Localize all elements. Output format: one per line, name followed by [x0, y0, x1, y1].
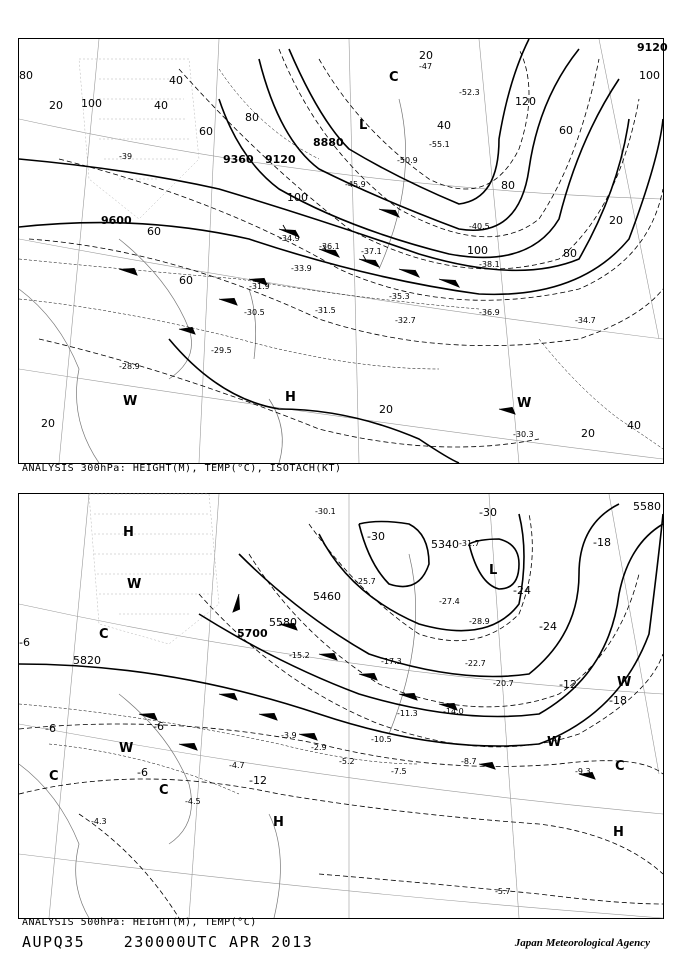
isotach-label: 40 — [627, 419, 641, 432]
map-300hpa-panel — [18, 38, 668, 464]
system-letter-w: W — [123, 394, 138, 409]
system-letter-w: W — [119, 741, 134, 756]
height-label-8880: 8880 — [313, 136, 344, 149]
temp-value: -20.7 — [493, 679, 514, 688]
system-letter-c: C — [49, 769, 59, 784]
temp-label: -55.1 — [429, 140, 450, 149]
height-label-5580-east: 5580 — [633, 500, 661, 513]
system-letter-c: C — [159, 783, 169, 798]
isotherms — [19, 514, 663, 918]
temp-contour-label: -6 — [45, 722, 56, 735]
temp-value: -17.3 — [381, 657, 402, 666]
temp-value: -14.0 — [443, 707, 464, 716]
temp-contour-label: -6 — [19, 636, 30, 649]
temp-value: -25.7 — [355, 577, 376, 586]
temp-label: -38.1 — [479, 260, 500, 269]
height-contours — [19, 504, 663, 746]
temp-label: -33.9 — [291, 264, 312, 273]
coastline-map-icon — [19, 99, 406, 463]
temp-label: -52.3 — [459, 88, 480, 97]
height-label-5700: 5700 — [237, 627, 268, 640]
isotach-label: 60 — [147, 225, 161, 238]
temp-contour-label: -24 — [513, 584, 531, 597]
temp-label: -36.9 — [479, 308, 500, 317]
isotach-label: 80 — [245, 111, 259, 124]
isotach-label: 60 — [199, 125, 213, 138]
temp-value: -5.7 — [495, 887, 511, 896]
isotach-label: 20 — [379, 403, 393, 416]
temp-label: -30.5 — [244, 308, 265, 317]
system-letter-w-east: W — [517, 396, 532, 411]
temp-contour-label: -6 — [153, 720, 164, 733]
footer-product-line — [22, 933, 341, 951]
temp-label: -31.5 — [315, 306, 336, 315]
isotach-label: 20 — [419, 49, 433, 62]
temp-value: -30.1 — [315, 507, 336, 516]
height-label-5460: 5460 — [313, 590, 341, 603]
temp-label: -31.9 — [249, 282, 270, 291]
system-letter-c: C — [615, 759, 625, 774]
system-letter-l: L — [489, 563, 498, 578]
temp-value: -4.5 — [185, 797, 201, 806]
temp-value: -15.2 — [289, 651, 310, 660]
temp-value: -4.7 — [229, 761, 245, 770]
agency-name: Japan Meteorological Agency — [514, 937, 650, 949]
bottom-panel-caption: ANALYSIS 500hPa: HEIGHT(M), TEMP(°C) — [22, 917, 257, 928]
height-label-5580: 5580 — [269, 616, 297, 629]
isotach-label: 20 — [49, 99, 63, 112]
temp-contour-label: -6 — [137, 766, 148, 779]
system-letter-h: H — [285, 390, 296, 405]
temp-label: -45.9 — [345, 180, 366, 189]
temp-label: -30.3 — [513, 430, 534, 439]
temp-label: -32.7 — [395, 316, 416, 325]
isotherms-fine — [19, 704, 419, 794]
land-hatch — [89, 494, 219, 644]
temp-label: -37.1 — [361, 247, 382, 256]
isotach-label: 20 — [41, 417, 55, 430]
isotach-label: 100 — [467, 244, 488, 257]
temp-value: -10.5 — [371, 735, 392, 744]
temp-label: -50.9 — [397, 156, 418, 165]
valid-time: 230000UTC APR 2013 — [123, 933, 314, 951]
temp-label: -47 — [419, 62, 433, 71]
product-code: AUPQ35 — [22, 933, 86, 951]
coastline-map-icon — [19, 554, 416, 918]
temp-label: -36.1 — [319, 242, 340, 251]
isotach-label: 40 — [154, 99, 168, 112]
temp-value: -8.7 — [461, 757, 477, 766]
system-letter-h: H — [273, 815, 284, 830]
isotach-label: 100 — [639, 69, 660, 82]
temp-contour-label: -12 — [559, 678, 577, 691]
isotach-label: 60 — [179, 274, 193, 287]
temp-value: -11.3 — [397, 709, 418, 718]
height-label-5340: 5340 — [431, 538, 459, 551]
isotach-label: 80 — [563, 247, 577, 260]
temp-label: -39 — [119, 152, 133, 161]
height-label-9600: 9600 — [101, 214, 132, 227]
system-letter-l: L — [359, 118, 368, 133]
temp-label: -34.7 — [575, 316, 596, 325]
temp-label: -34.9 — [279, 234, 300, 243]
temp-value: -7.5 — [391, 767, 407, 776]
temp-value: -4.3 — [91, 817, 107, 826]
isotach-label: 100 — [81, 97, 102, 110]
temp-label: -40.5 — [469, 222, 490, 231]
system-letter-w: W — [127, 577, 142, 592]
temp-value: -28.9 — [469, 617, 490, 626]
temp-value: -2.9 — [311, 743, 327, 752]
temp-value: -3.9 — [281, 731, 297, 740]
temp-contour-label: -18 — [593, 536, 611, 549]
height-label-5820: 5820 — [73, 654, 101, 667]
isotach-label: 20 — [581, 427, 595, 440]
system-letter-c: C — [99, 627, 109, 642]
system-letter-h: H — [123, 525, 134, 540]
temp-contour-label: -24 — [539, 620, 557, 633]
temp-label: -28.9 — [119, 362, 140, 371]
isotach-label: 80 — [501, 179, 515, 192]
system-letter-w: W — [617, 675, 632, 690]
temp-label: -29.5 — [211, 346, 232, 355]
height-label-9360: 9360 — [223, 153, 254, 166]
temp-label: -35.3 — [389, 292, 410, 301]
temp-contour-label: -30 — [367, 530, 385, 543]
temp-value: -31.7 — [459, 539, 480, 548]
system-letter-h: H — [613, 825, 624, 840]
isotach-label: 120 — [515, 95, 536, 108]
temp-contour-label: -18 — [609, 694, 627, 707]
isotach-label: 40 — [169, 74, 183, 87]
isotach-label: 60 — [559, 124, 573, 137]
temp-contour-label: -12 — [249, 774, 267, 787]
temp-value: -22.7 — [465, 659, 486, 668]
temp-value: -27.4 — [439, 597, 460, 606]
temp-contour-label: -30 — [479, 506, 497, 519]
temp-value: -9.3 — [575, 767, 591, 776]
isotach-label: 80 — [19, 69, 33, 82]
wind-barb-icon — [139, 594, 595, 779]
isotach-label: 40 — [437, 119, 451, 132]
height-label-9120-east: 9120 — [637, 41, 668, 54]
system-letter-c: C — [389, 70, 399, 85]
isotach-label: 100 — [287, 191, 308, 204]
isotach-label: 20 — [609, 214, 623, 227]
map-300hpa-chart — [19, 39, 668, 463]
map-500hpa-chart — [19, 494, 663, 918]
graticule — [19, 494, 663, 918]
system-letter-w: W — [547, 735, 562, 750]
map-500hpa-panel — [18, 493, 664, 919]
height-label-9120: 9120 — [265, 153, 296, 166]
temp-value: -5.2 — [339, 757, 355, 766]
top-panel-caption: ANALYSIS 300hPa: HEIGHT(M), TEMP(°C), ISOTACH(KT) — [22, 463, 342, 474]
